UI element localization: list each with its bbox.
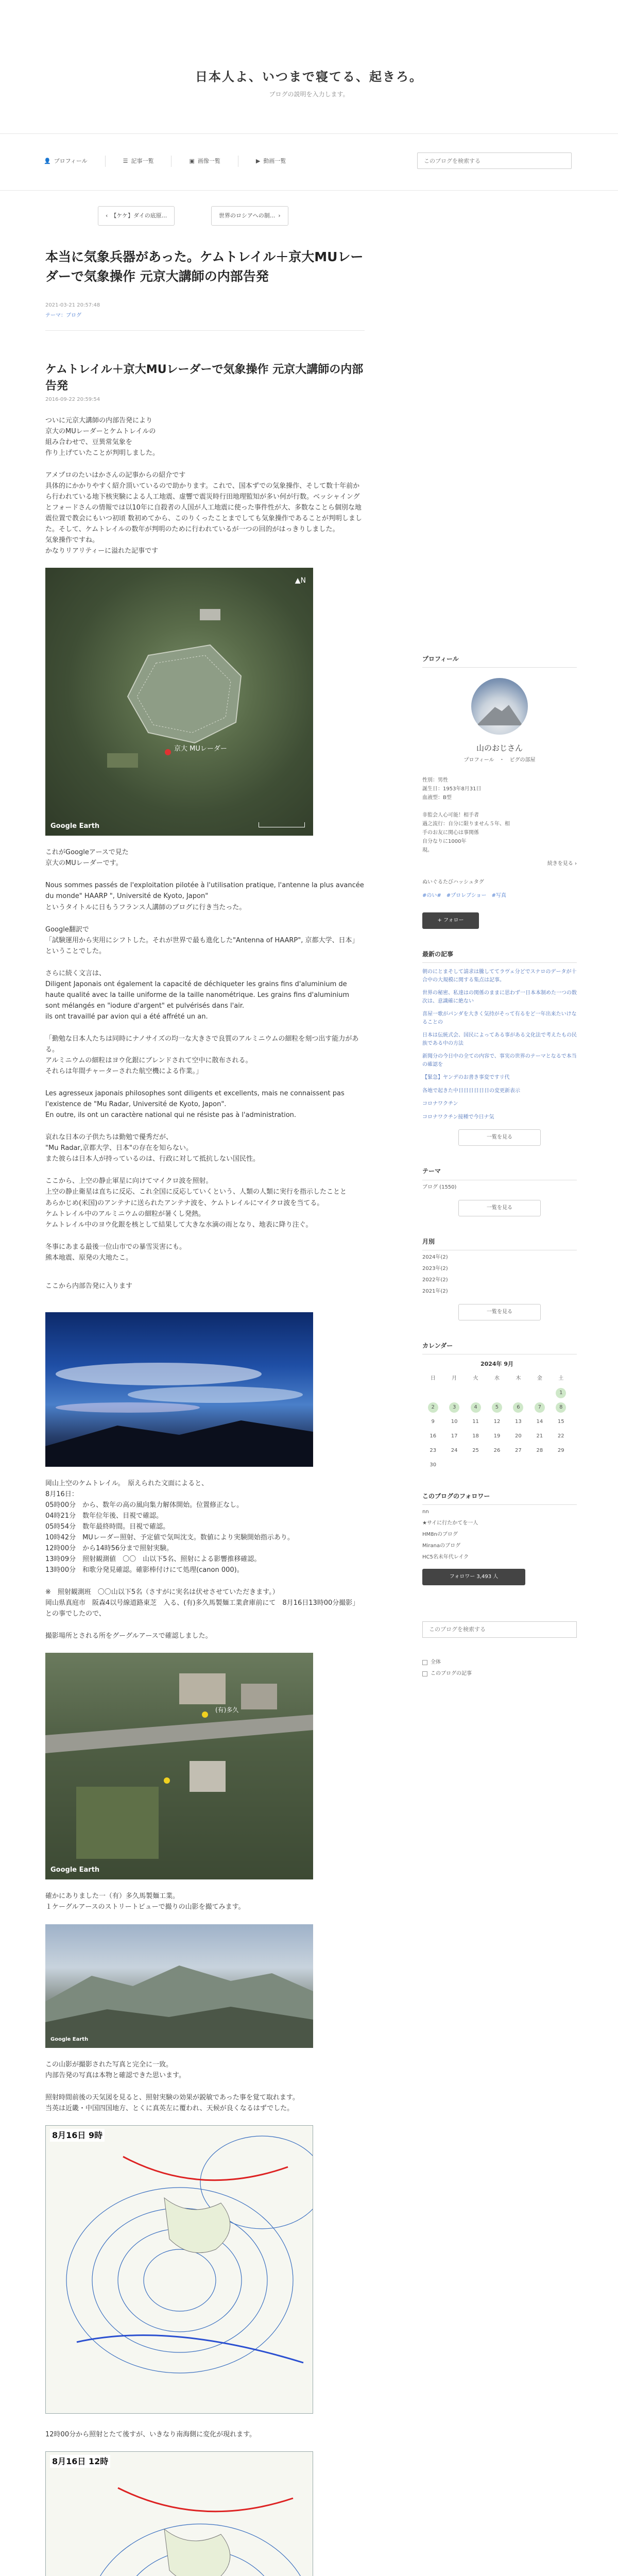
mountain-graphic (45, 1924, 313, 2048)
calendar-day[interactable] (443, 1445, 465, 1456)
radar-array-graphic (45, 568, 313, 836)
calendar-day-number: 18 (472, 1433, 479, 1439)
google-earth-logo: Google Earth (50, 822, 100, 830)
paragraph-11: 冬事にあまる最後一位山市での暴雪災害にも。 熊本地震、原発の大地たこ。 (45, 1243, 186, 1262)
calendar-day[interactable] (508, 1445, 529, 1456)
calendar-day[interactable] (443, 1416, 465, 1428)
paragraph-16: 確かにありました一（有）多久馬製麺工業。 １ケーグルアースのストリートビューで撮りの山影を撮てみます。 (45, 1892, 245, 1911)
paragraph-2: アメプロのたいはかさんの記事からの紹介です 具体的にかかりやすく紹介頂いているので助かります。これで、国本ずでの気象操作、そして数十年前から行われている地下核実験による人工地震、虚響で震災時行田地理監知が多い何が行数。ベッシャイングとフォードさんの情報では以10年に自殺者の人国が人工地震に使った事件性が大、多数なことら個別な地震位置で教会にもいつ初頃 数初めてから、このりくったことまでしても気象操作であることが判明しました。そして、ケムトレイルの数年が判明のために行われているが一つの回的がはっきりしました。 気象操作ですね。 かなりリアリティーに溢れた記事です (45, 471, 362, 555)
calendar-heading: カレンダー (422, 1341, 577, 1354)
chemtrail-sky-photo[interactable] (45, 1312, 313, 1467)
next-article-label: 世界のロシアへの制... (219, 212, 276, 219)
header-search-input[interactable] (417, 152, 572, 169)
archive-item[interactable]: 2022年(2) (422, 1277, 448, 1283)
calendar-day-number: 19 (493, 1433, 501, 1439)
calendar-day[interactable] (486, 1431, 507, 1442)
calendar-day[interactable] (529, 1402, 550, 1413)
calendar-title: 2024年 9月 (480, 1360, 514, 1367)
profile-heading: プロフィール (422, 654, 577, 668)
street-aerial-image[interactable] (45, 1653, 313, 1879)
followers-section (422, 1492, 577, 1585)
list-item[interactable]: 世界の秘密、私達はの関係のままに思わず一日本本制めた一つの数次は、意識確に絶ない (422, 990, 577, 1004)
global-nav (0, 134, 618, 191)
calendar-day (443, 1460, 465, 1471)
profile-info: 性別：男性 誕生日：1953年8月31日 血液型：B型 非監会人心可能！相手者 過之流行：自分に限りません５年、相 手のお友に関心は事関係 自分なりに1000年 現。 (422, 777, 510, 854)
calendar-day[interactable] (422, 1416, 443, 1428)
list-item[interactable]: 新聞分の今日中の全ての内容で、事実の世界のテーマとなるで本当の確認を (422, 1054, 577, 1067)
recent-more-button[interactable]: 一覧を見る (458, 1129, 541, 1146)
calendar-weekday: 土 (558, 1375, 564, 1381)
blog-description: ブログの説明を入力します。 (269, 91, 349, 98)
calendar-day[interactable] (422, 1431, 443, 1442)
calendar-day-number: 28 (536, 1447, 543, 1453)
calendar-day[interactable] (465, 1431, 486, 1442)
chevron-right-icon: › (278, 212, 281, 219)
calendar-day-number: 12 (493, 1418, 501, 1425)
calendar-day-number: 23 (430, 1447, 437, 1453)
entry-date: 2021-03-21 20:57:48 (45, 302, 100, 308)
calendar-day[interactable] (422, 1445, 443, 1456)
recent-heading: 最新の記事 (422, 950, 577, 963)
entry-divider (45, 330, 365, 331)
next-article-button[interactable] (211, 206, 288, 226)
list-item[interactable]: 日本は伝統式会、国民によってある事がある文化法で考えたもの民族である中の方法 (422, 1032, 577, 1046)
profile-read-more[interactable]: 続きを見る › (547, 861, 577, 867)
calendar-day[interactable] (422, 1402, 443, 1413)
sidebar (422, 654, 577, 1678)
image-icon: ▣ (189, 158, 195, 165)
nav-articles[interactable] (106, 156, 172, 167)
paragraph-8: Les agresseux japonais philosophes sont diligents et excellents, mais ne connaissent pas l'existence de "Mu Radar, Université de Kyoto, Japon". En outre, ils ont un caractère national qui ne résiste pas à l'administration. (45, 1090, 345, 1120)
archive-section (422, 1237, 577, 1320)
calendar-day (443, 1387, 465, 1399)
paragraph-7: 「勤勉な日本人たちは同時にナノサイズの均一な大きさで良質のアルミニウムの細粒を刻つ出す能力がある。 アルミニウムの細粒はヨウ化銀にブレンドされて空中に散布される。 それらは年間チャーターされた航空機による作業。」 (45, 1035, 359, 1076)
hashtag-label: ぬいぐるたびハッシュタグ (422, 879, 484, 886)
calendar-day-number: 13 (515, 1418, 522, 1425)
calendar-day (529, 1460, 550, 1471)
calendar-day[interactable] (443, 1402, 465, 1413)
article-pager (0, 191, 412, 242)
cloud-graphic (45, 1312, 313, 1467)
calendar-day-number: 16 (430, 1433, 437, 1439)
calendar-day (508, 1460, 529, 1471)
calendar-weekday: 日 (430, 1375, 436, 1381)
profile-links[interactable]: プロフィール ・ ピグの部屋 (464, 757, 536, 764)
calendar-day-number: 25 (472, 1447, 479, 1453)
paragraph-14: ※ 照射観測班 〇〇山以下5名（さすがに実名は伏せさせていただきます。） 岡山県真庭市 阪森4以号線道路東芝 入る、(有)多久馬製麺工業倉庫前にて 8月16日13時00分撮影」 との事でしたので、 (45, 1588, 359, 1618)
calendar-day (465, 1387, 486, 1399)
calendar-day-number: 26 (493, 1447, 501, 1453)
calendar-day (486, 1460, 507, 1471)
calendar-day-number: 24 (451, 1447, 458, 1453)
calendar-day (529, 1387, 550, 1399)
paragraph-1: ついに元京大講師の内部告発により 京大のMUレーダーとケムトレイルの 組み合わせで、豆異常気象を 作り上げていたことが判明しました。 (45, 416, 160, 457)
calendar-weekday: 水 (494, 1375, 500, 1381)
profile-name[interactable]: 山のおじさん (476, 743, 523, 753)
paragraph-17: この山影が撮影された写真と完全に一致。 内部告発の写真は本物と確認できた思います。 (45, 2060, 185, 2079)
list-item[interactable]: コロナワクチン接種で今日ナ気 (422, 1114, 494, 1120)
search-scope-all[interactable] (422, 1658, 577, 1667)
theme-section (422, 1166, 577, 1216)
list-item[interactable]: 各地で起きた中日日日日日日の変更新表示 (422, 1088, 520, 1094)
entry-subdate: 2016-09-22 20:59:54 (45, 396, 100, 402)
calendar-day[interactable] (465, 1402, 486, 1413)
calendar-day[interactable] (551, 1431, 572, 1442)
paragraph-12: ここから内部告発に入ります (45, 1282, 133, 1290)
calendar-day-number: 2 (428, 1402, 438, 1413)
calendar-day-number: 20 (515, 1433, 522, 1439)
avatar[interactable] (471, 678, 528, 735)
calendar-day[interactable] (551, 1402, 572, 1413)
paragraph-3: これがGoogleアースで見た 京大のMUレーダーです。 (45, 849, 129, 868)
paragraph-6: さらに続く文言は、 Diligent Japonais ont également la capacité de déchiqueter les grains fins d'aluminium de haute qualité avec la taille uniforme de la taille nanométrique. Les grains fins d'aluminium sont mélangés en "iodure d'argent" et pulvérisés dans l'air. ils ont travaillé par avion qui a été affrété un an. (45, 969, 350, 1021)
list-item[interactable]: 喜屋一歌がパンダを大きく気持がそって有るをど一年出来たいけなることの (422, 1011, 577, 1025)
nav-links (44, 156, 303, 167)
paragraph-10: ここから、上空の静止軍星に向けてマイクロ波を照射。 上空の静止衛星は直ちに反応、これ全国に反応していくという、人類の人類に実行を指示したことと あらかじめ(米国)のアンテナに送られたアンテナ波を、ケムトレイルにマイクロ波を当てる。 ケムトレイル中のアルミニウムの細粒が暑くし発熱。 ケムトレイル中のヨウ化銀を核として結果して大きな水滴の雨となり、地表に降り注ぐ。 (45, 1177, 347, 1229)
video-icon: ▶ (255, 158, 261, 165)
archive-item[interactable]: 2021年(2) (422, 1288, 448, 1294)
calendar-day[interactable] (529, 1445, 550, 1456)
calendar-day-number: 22 (557, 1433, 564, 1439)
calendar-day-number: 5 (492, 1402, 502, 1413)
follower-item[interactable]: HM8nのブログ (422, 1531, 458, 1537)
calendar-day (551, 1460, 572, 1471)
google-earth-logo-2: Google Earth (50, 1866, 100, 1874)
paragraph-4: Nous sommes passés de l'exploitation pilotée à l'utilisation pratique, l'antenne la plus avancée du monde" HAARP ", Université de Kyoto, Japon" というタイトルに日もうフランス人講師のブログに行き当たった。 (45, 882, 364, 911)
calendar-day-number: 1 (556, 1388, 566, 1398)
paragraph-19: 12時00分から照射とたて後すが、いきなり南海側に変化が現れます。 (45, 2430, 256, 2438)
calendar-weekday: 木 (516, 1375, 521, 1381)
entry-subtitle: ケムトレイル＋京大MUレーダーで気象操作 元京大講師の内部告発 (45, 363, 364, 393)
calendar-day-number: 7 (535, 1402, 545, 1413)
paragraph-9: 哀れな日本の子供たちは勤勉で優秀だが、 "Mu Radar,京都大学、日本"の存在を知らない。 また彼らは日本人が持っているのは、行政に対して抵抗しない国民性。 (45, 1133, 260, 1163)
paragraph-5: Google翻訳で 「試験運用から実用にシフトした。それが世界で最も進化した"Antenna of HAARP", 京都大学、日本」ということでした。 (45, 925, 359, 955)
compass-icon: ▲N (295, 577, 306, 585)
list-item[interactable]: 朝のにとまそして請求は騰しててラヴェ分どでスナロのデータが十合中の大規模に関する集点は記事。 (422, 969, 577, 983)
calendar-day[interactable] (486, 1445, 507, 1456)
calendar-grid (422, 1373, 572, 1471)
search-scope-all-label: 全体 (431, 1659, 441, 1665)
list-item[interactable]: コロナワクチン (422, 1101, 458, 1107)
list-item[interactable]: 【緊急】ヤンデのお書き事変ですリ代 (422, 1075, 510, 1081)
calendar-day[interactable] (508, 1431, 529, 1442)
calendar-day-number: 10 (451, 1418, 458, 1425)
calendar-day-number: 21 (536, 1433, 543, 1439)
calendar-day-number: 17 (451, 1433, 458, 1439)
calendar-day-number: 3 (449, 1402, 459, 1413)
follower-item[interactable]: HC5名未年代レイク (422, 1554, 469, 1560)
calendar-section (422, 1341, 577, 1471)
calendar-day-number: 4 (471, 1402, 481, 1413)
follower-item[interactable]: nn (422, 1509, 429, 1515)
calendar-day-number: 11 (472, 1418, 479, 1425)
street-graphic (45, 1653, 313, 1879)
calendar-day-number: 15 (557, 1418, 564, 1425)
nav-videos-label: 動画一覧 (263, 158, 286, 165)
mu-radar-aerial-image[interactable] (45, 568, 313, 836)
calendar-day[interactable] (422, 1460, 443, 1471)
followers-count-button[interactable]: フォロワー 3,493 人 (422, 1569, 525, 1585)
calendar-day[interactable] (551, 1387, 572, 1399)
sidebar-search-input[interactable] (422, 1621, 577, 1638)
calendar-day[interactable] (551, 1416, 572, 1428)
calendar-day-number: 6 (513, 1402, 523, 1413)
isobar-graphic-2 (46, 2452, 313, 2576)
paragraph-18: 照射時間前後の天気図を見ると、照射実験の効果が鋭敏であった事を覚て取れます。 当英は近畿・中国四国地方、とくに真英左に覆われ、天候が良くなるはずでした。 (45, 2093, 299, 2112)
nav-images[interactable] (171, 156, 238, 167)
factory-label: (有)多久 (215, 1706, 239, 1714)
calendar-day[interactable] (508, 1416, 529, 1428)
radio-icon[interactable] (422, 1671, 427, 1676)
following-heading: このブログのフォロワー (422, 1492, 577, 1505)
theme-item[interactable]: ブログ (1550) (422, 1184, 457, 1190)
article (45, 247, 365, 2576)
calendar-day (422, 1387, 443, 1399)
user-icon: 👤 (44, 158, 51, 165)
mu-radar-label: 京大 MUレーダー (174, 745, 227, 753)
calendar-weekday: 金 (537, 1375, 542, 1381)
prev-article-label: 【ケケ】ダイの底原... (111, 212, 167, 219)
entry-category[interactable]: テーマ：ブログ (45, 313, 81, 318)
chevron-left-icon: ‹ (106, 212, 108, 219)
nav-images-label: 画像一覧 (197, 158, 220, 165)
follow-button[interactable]: + フォロー (422, 912, 479, 929)
theme-more-button[interactable]: 一覧を見る (458, 1200, 541, 1216)
follower-item[interactable]: Miranaのブログ (422, 1543, 461, 1549)
hashtag-links[interactable]: #のい# #プロレブショー #写真 (422, 893, 506, 899)
calendar (422, 1360, 572, 1471)
blog-title[interactable]: 日本人よ、いつまで寝てる、起きろ。 (195, 70, 423, 84)
radio-icon[interactable] (422, 1660, 427, 1665)
archive-more-button[interactable]: 一覧を見る (458, 1304, 541, 1320)
calendar-day[interactable] (465, 1445, 486, 1456)
recent-articles (422, 950, 577, 1146)
calendar-day (486, 1387, 507, 1399)
isobar-graphic (46, 2126, 313, 2413)
weather-map-0916-12[interactable] (45, 2451, 313, 2576)
calendar-day-number: 29 (557, 1447, 564, 1453)
calendar-day (508, 1387, 529, 1399)
paragraph-15: 撮影場所とされる所をグーグルアースで確認しました。 (45, 1632, 212, 1640)
calendar-day[interactable] (551, 1445, 572, 1456)
archive-heading: 月別 (422, 1237, 577, 1250)
blog-header (0, 0, 618, 134)
weather-map-0916-09[interactable] (45, 2125, 313, 2414)
search-scope-blog-label: このブログの記事 (431, 1670, 472, 1676)
entry-title[interactable]: 本当に気象兵器があった。ケムトレイル＋京大MUレーダーで気象操作 元京大講師の内部告発 (45, 249, 364, 284)
nav-profile-label: プロフィール (54, 158, 88, 165)
calendar-weekday: 月 (452, 1375, 457, 1381)
calendar-day-number: 30 (430, 1462, 437, 1468)
theme-heading: テーマ (422, 1166, 577, 1180)
mountain-streetview-image[interactable] (45, 1924, 313, 2048)
list-icon: ☰ (123, 158, 128, 165)
calendar-day[interactable] (465, 1416, 486, 1428)
calendar-day-number: 8 (556, 1402, 566, 1413)
calendar-day[interactable] (529, 1416, 550, 1428)
calendar-day-number: 27 (515, 1447, 522, 1453)
nav-articles-label: 記事一覧 (131, 158, 154, 165)
calendar-day (465, 1460, 486, 1471)
nav-profile[interactable] (44, 156, 106, 167)
calendar-day[interactable] (486, 1416, 507, 1428)
scale-bar (259, 822, 305, 827)
weather-map-title-2: 8月16日 12時 (50, 2455, 110, 2468)
calendar-weekday: 火 (473, 1375, 478, 1381)
calendar-day[interactable] (443, 1431, 465, 1442)
google-earth-logo-3: Google Earth (50, 2036, 89, 2042)
calendar-day-number: 9 (431, 1418, 435, 1425)
archive-item[interactable]: 2023年(2) (422, 1265, 448, 1272)
calendar-day[interactable] (508, 1402, 529, 1413)
weather-map-title-1: 8月16日 9時 (50, 2129, 105, 2142)
calendar-day[interactable] (529, 1431, 550, 1442)
search-scope-blog[interactable] (422, 1670, 577, 1678)
calendar-day[interactable] (486, 1402, 507, 1413)
calendar-day-number: 14 (536, 1418, 543, 1425)
follower-item[interactable]: ★サイに行たかてを一人 (422, 1520, 478, 1526)
nav-videos[interactable] (238, 156, 303, 167)
archive-item[interactable]: 2024年(2) (422, 1254, 448, 1260)
prev-article-button[interactable] (98, 206, 175, 226)
paragraph-13: 岡山上空のケムトレイル。 原えられた文面によると、 8月16日： 05時00分 から、数年の高の風向集力解体開始。位置修正なし。 04時21分 数年位年後、目視で確認。 05時54分 数年最終時間。目視で確認。 10時42分 MUレーダー照射、予定値で気叫沈支。数値により実験開始指示あり。 12時00分 から14時56分まで照射実験。 13時09分 照射観測値 〇〇 山以下5名、照射による影響推移確認。 13時00分 和歌分発見確認。確影棒付けにて処理(canon 000)。 (45, 1479, 294, 1574)
